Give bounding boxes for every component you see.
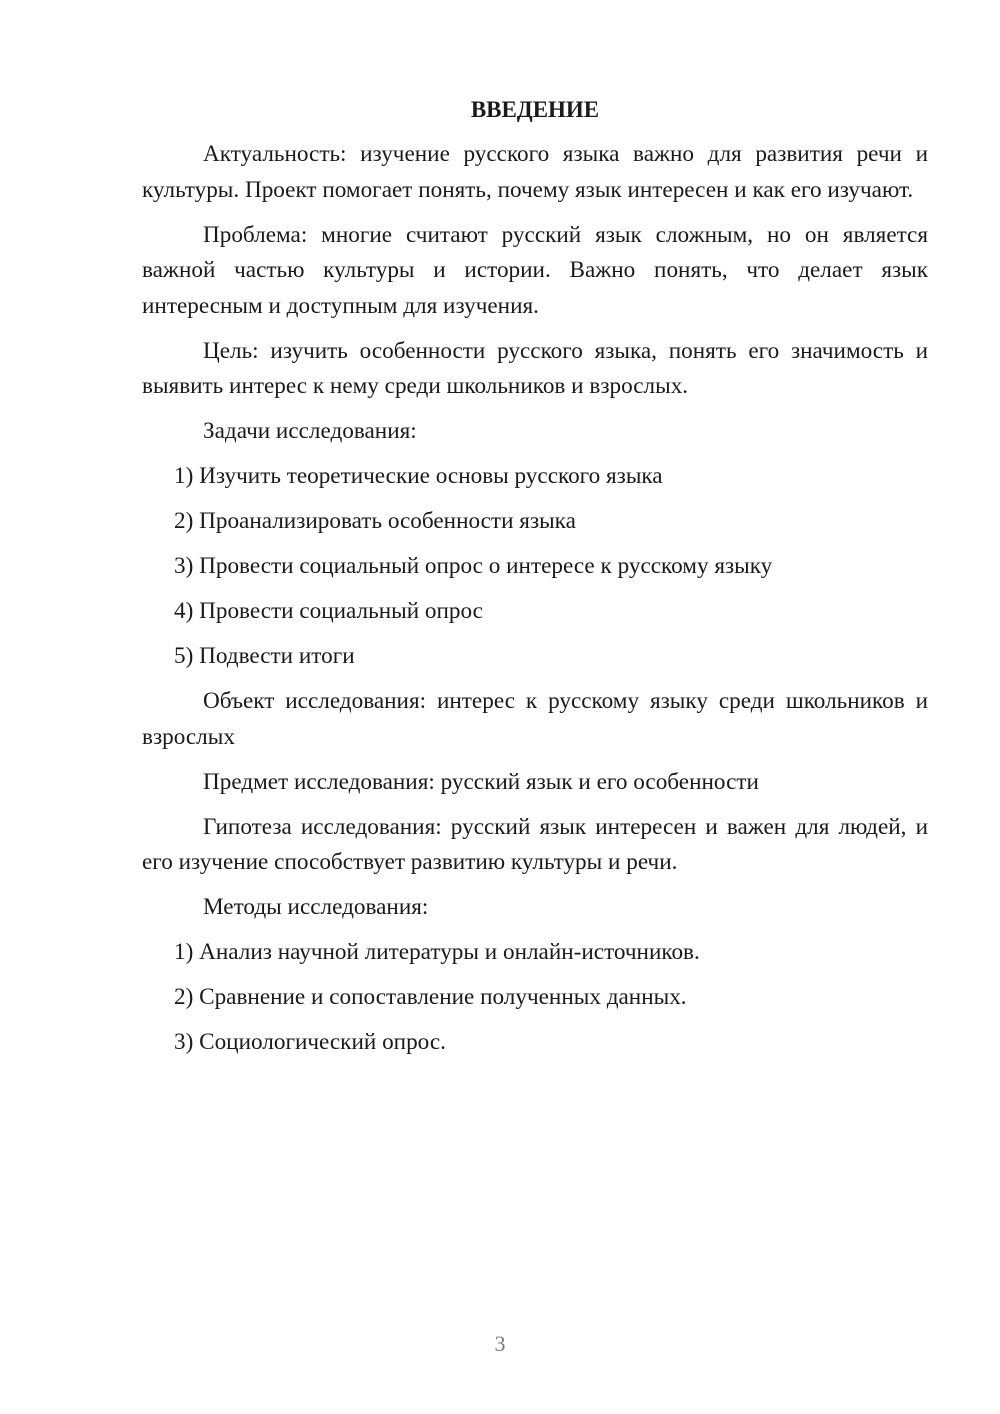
methods-list (142, 935, 928, 1061)
list-item: 3) Социологический опрос. (174, 1029, 446, 1055)
list-item: 5) Подвести итоги (174, 643, 355, 669)
section-heading: ВВЕДЕНИЕ (470, 97, 600, 122)
page-number: 3 (494, 1331, 506, 1356)
list-item: 3) Провести социальный опрос о интересе к русскому языку (174, 553, 773, 579)
tasks-title: Задачи исследования: (203, 418, 417, 444)
document-page (142, 92, 928, 1070)
relevance-paragraph: Актуальность: изучение русского языка важно для развития речи и культуры. Проект помогает понять, почему язык интересен и как его изучают. (142, 141, 928, 203)
tasks-list (142, 459, 928, 675)
list-item: 4) Провести социальный опрос (174, 598, 483, 624)
goal-paragraph: Цель: изучить особенности русского языка, понять его значимость и выявить интерес к нему среди школьников и взрослых. (142, 337, 928, 399)
object-paragraph: Объект исследования: интерес к русскому языку среди школьников и взрослых (142, 688, 928, 750)
methods-title: Методы исследования: (203, 894, 429, 920)
hypothesis-paragraph: Гипотеза исследования: русский язык интересен и важен для людей, и его изучение способствует развитию культуры и речи. (142, 813, 928, 875)
list-item: 2) Проанализировать особенности языка (174, 508, 576, 534)
subject-paragraph: Предмет исследования: русский язык и его особенности (203, 768, 759, 795)
problem-paragraph: Проблема: многие считают русский язык сложным, но он является важной частью культуры и истории. Важно понять, что делает язык интересным и доступным для изучения. (142, 221, 928, 319)
list-item: 1) Изучить теоретические основы русского языка (174, 463, 663, 489)
list-item: 1) Анализ научной литературы и онлайн-источников. (174, 939, 700, 965)
list-item: 2) Сравнение и сопоставление полученных данных. (174, 984, 687, 1010)
